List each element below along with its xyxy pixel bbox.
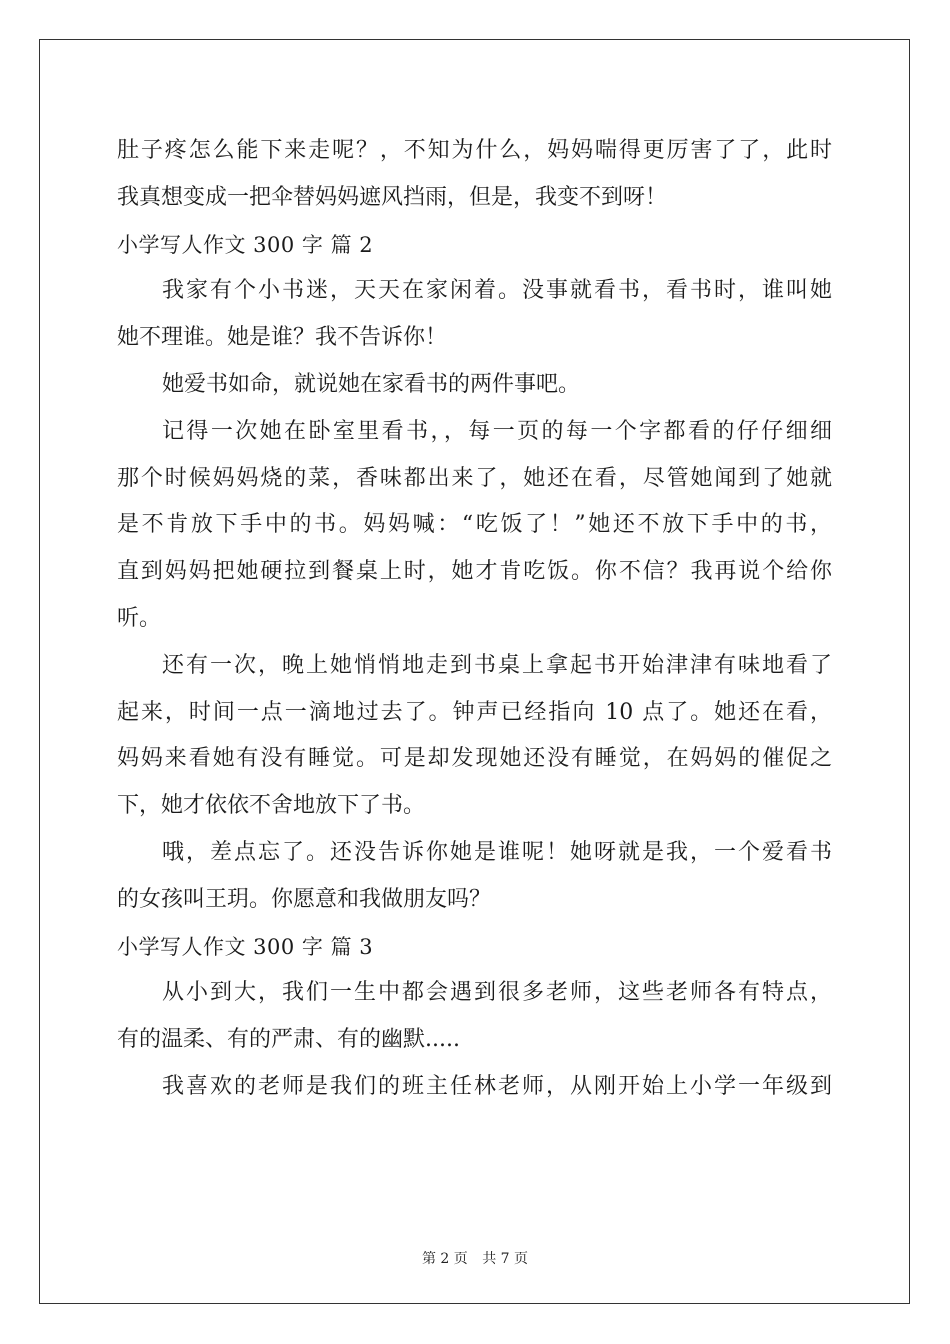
- paragraph-line: 那个时候妈妈烧的菜，香味都出来了，她还在看，尽管她闻到了她就: [117, 465, 832, 491]
- section-heading: 小学写人作文 300 字 篇 2: [117, 232, 374, 257]
- paragraph-line: 下，她才依依不舍地放下了书。: [117, 793, 426, 819]
- paragraph-line: 肚子疼怎么能下来走呢？，不知为什么，妈妈喘得更厉害了了，此时: [117, 138, 832, 163]
- paragraph-line: 起来，时间一点一滴地过去了。钟声已经指向 10 点了。她还在看，: [117, 699, 832, 725]
- paragraph-line: 我真想变成一把伞替妈妈遮风挡雨，但是，我变不到呀！: [117, 184, 668, 210]
- paragraph-line: 我喜欢的老师是我们的班主任林老师，从刚开始上小学一年级到: [162, 1073, 832, 1099]
- paragraph-line: 有的温柔、有的严肃、有的幽默.....: [117, 1027, 460, 1053]
- page-number: 第 2 页: [421, 1251, 468, 1267]
- paragraph-line: 妈妈来看她有没有睡觉。可是却发现她还没有睡觉，在妈妈的催促之: [117, 746, 832, 772]
- paragraph-line: 听。: [117, 605, 162, 631]
- paragraph-line: 记得一次她在卧室里看书，，每一页的每一个字都看的仔仔细细: [162, 418, 832, 444]
- document-body: [117, 128, 832, 1111]
- paragraph-line: 哦，差点忘了。还没告诉你她是谁呢！她呀就是我，一个爱看书: [162, 839, 832, 865]
- page-footer: [0, 1248, 950, 1268]
- paragraph-line: 还有一次，晚上她悄悄地走到书桌上拿起书开始津津有味地看了: [162, 652, 832, 678]
- section-heading: 小学写人作文 300 字 篇 3: [117, 934, 374, 959]
- paragraph-line: 她爱书如命，就说她在家看书的两件事吧。: [162, 371, 581, 397]
- paragraph-line: 直到妈妈把她硬拉到餐桌上时，她才肯吃饭。你不信？我再说个给你: [117, 559, 832, 585]
- paragraph-line: 从小到大，我们一生中都会遇到很多老师，这些老师各有特点，: [162, 980, 832, 1006]
- page-total: 共 7 页: [482, 1251, 529, 1267]
- paragraph-line: 我家有个小书迷，天天在家闲着。没事就看书，看书时，谁叫她: [162, 278, 832, 304]
- paragraph-line: 她不理谁。她是谁？我不告诉你！: [117, 325, 448, 351]
- paragraph-line: 是不肯放下手中的书。妈妈喊：“吃饭了！”她还不放下手中的书，: [117, 512, 832, 538]
- paragraph-line: 的女孩叫王玥。你愿意和我做朋友吗？: [117, 886, 492, 912]
